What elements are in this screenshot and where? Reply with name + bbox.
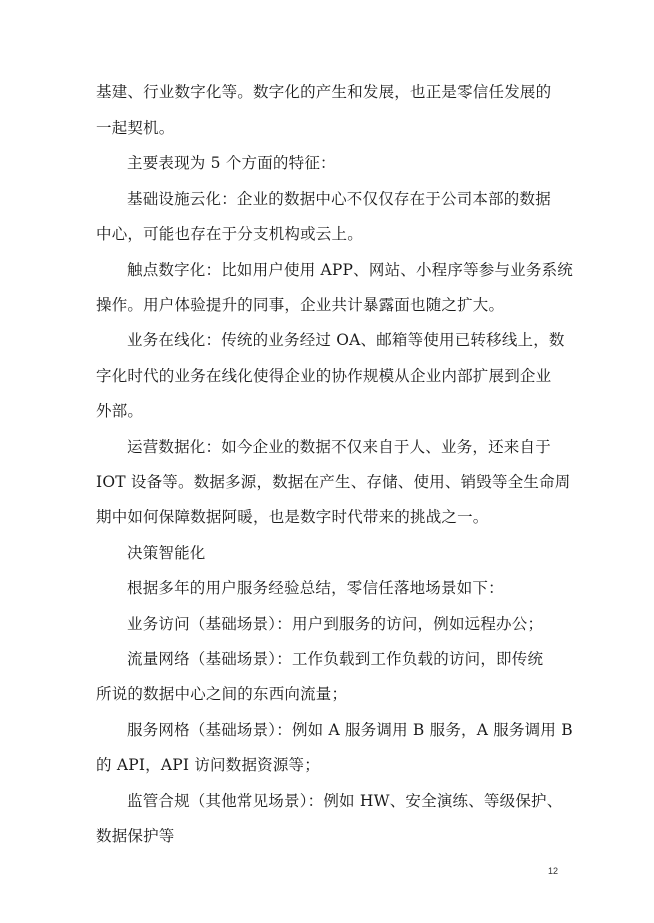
paragraph-line: 字化时代的业务在线化使得企业的协作规模从企业内部扩展到企业 [96, 367, 552, 385]
paragraph-line: 基础设施云化：企业的数据中心不仅仅存在于公司本部的数据 [127, 190, 551, 208]
paragraph-line: 的 API，API 访问数据资源等； [96, 756, 320, 774]
paragraph-line: 根据多年的用户服务经验总结，零信任落地场景如下： [127, 579, 504, 597]
page-number: 12 [548, 866, 559, 876]
paragraph-line: 期中如何保障数据阿暖，也是数字时代带来的挑战之一。 [96, 508, 489, 526]
paragraph-line: 业务访问（基础场景）：用户到服务的访问，例如远程办公； [127, 615, 544, 633]
paragraph-line: 主要表现为 5 个方面的特征： [127, 154, 336, 172]
paragraph-line: IOT 设备等。数据多源，数据在产生、存储、使用、销毁等全生命周 [96, 473, 571, 491]
paragraph-line: 中心，可能也存在于分支机构或云上。 [96, 225, 363, 243]
paragraph-line: 运营数据化：如今企业的数据不仅来自于人、业务，还来自于 [127, 438, 551, 456]
paragraph-line: 数据保护等 [96, 827, 175, 845]
paragraph-line: 所说的数据中心之间的东西向流量； [96, 685, 348, 703]
paragraph-line: 决策智能化 [127, 544, 206, 562]
paragraph-line: 触点数字化：比如用户使用 APP、网站、小程序等参与业务系统 [127, 261, 573, 279]
paragraph-line: 操作。用户体验提升的同事，企业共计暴露面也随之扩大。 [96, 296, 505, 314]
paragraph-line: 基建、行业数字化等。数字化的产生和发展，也正是零信任发展的 [96, 83, 552, 101]
paragraph-line: 流量网络（基础场景）：工作负载到工作负载的访问，即传统 [127, 650, 544, 668]
paragraph-line: 业务在线化：传统的业务经过 OA、邮箱等使用已转移线上，数 [127, 331, 565, 349]
paragraph-line: 外部。 [96, 402, 144, 420]
paragraph-line: 服务网格（基础场景）：例如 A 服务调用 B 服务，A 服务调用 B [127, 721, 573, 739]
paragraph-line: 一起契机。 [96, 119, 175, 137]
paragraph-line: 监管合规（其他常见场景）：例如 HW、安全演练、等级保护、 [127, 792, 563, 810]
